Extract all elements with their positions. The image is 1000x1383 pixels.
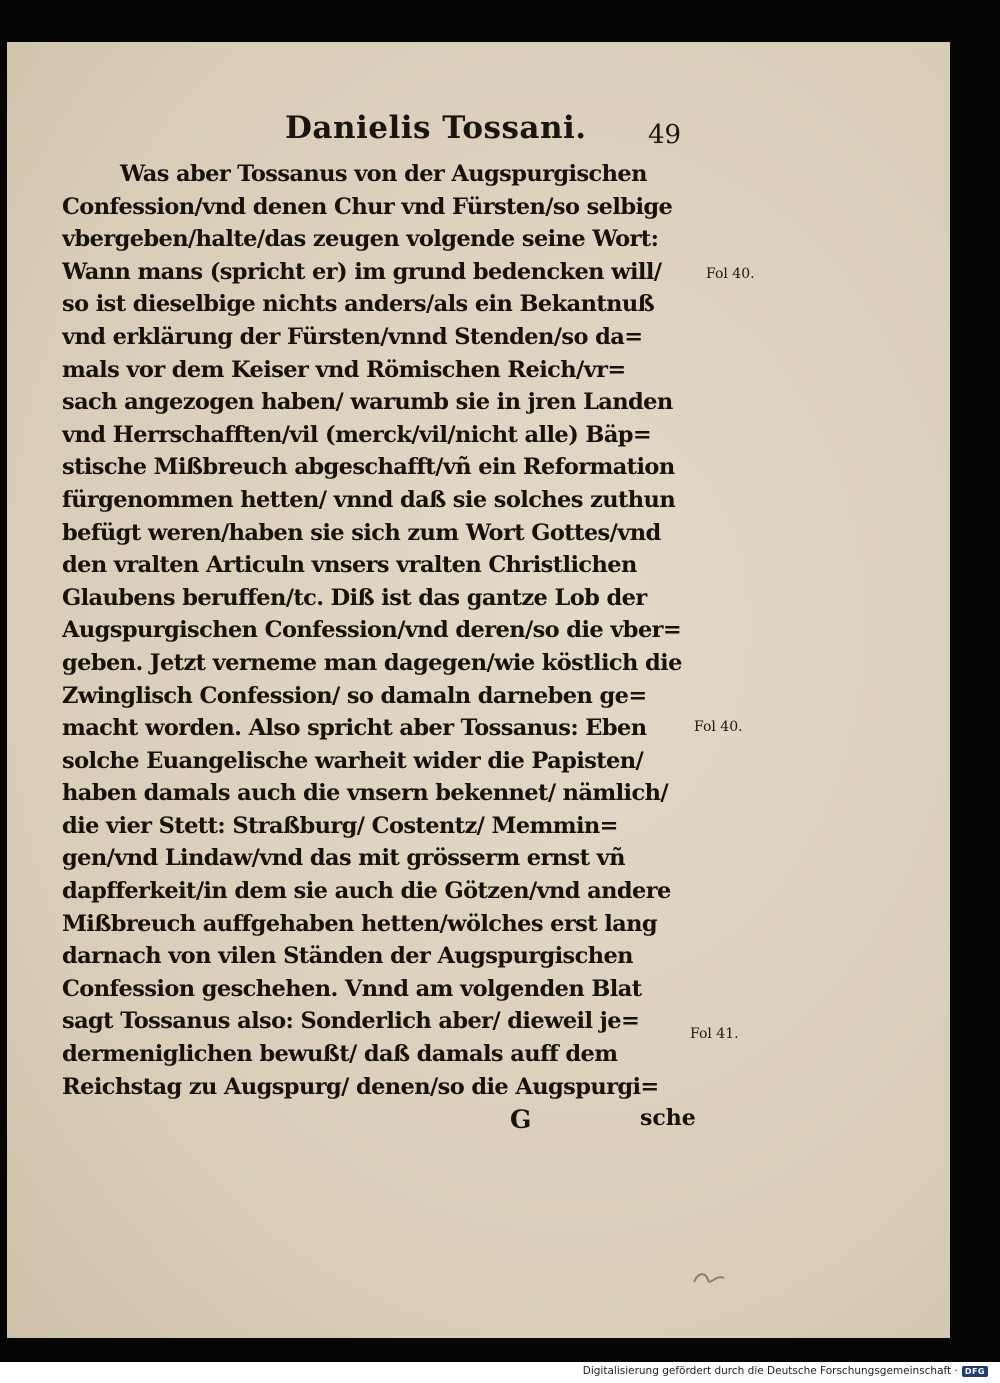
text-line: dermeniglichen bewußt/ daß damals auff dem [62,1041,618,1068]
text-line: fürgenommen hetten/ vnnd daß sie solches zuthun [62,486,676,513]
text-line: Mißbreuch auffgehaben hetten/wölches erst lang [62,910,658,937]
text-line: macht worden. Also spricht aber Tossanus: Eben [62,715,647,742]
text-line: befügt weren/haben sie sich zum Wort Gottes/vnd [62,519,661,546]
text-line: die vier Stett: Straßburg/ Costentz/ Memmin= [62,812,618,839]
text-line: Reichstag zu Augspurg/ denen/so die Augspurgi= [62,1073,659,1100]
margin-note: Fol 41. [690,1026,739,1042]
text-line: Wann mans (spricht er) im grund bedencken will/ [62,258,662,285]
text-line: vnd erklärung der Fürsten/vnnd Stenden/so da= [62,323,643,350]
margin-note: Fol 40. [694,719,743,735]
text-line: sach angezogen haben/ warumb sie in jren Landen [62,389,673,416]
footer-text: Digitalisierung gefördert durch die Deutsche Forschungsgemeinschaft · [582,1365,958,1377]
ink-stain-mark [690,1268,730,1290]
text-line: haben damals auch die vnsern bekennet/ nämlich/ [62,780,668,807]
text-line: stische Mißbreuch abgeschafft/vñ ein Reformation [62,454,675,481]
text-line: so ist dieselbige nichts anders/als ein Bekantnuß [62,291,655,318]
text-line: Zwinglisch Confession/ so damaln darneben ge= [62,682,647,709]
text-line: gen/vnd Lindaw/vnd das mit grösserm ernst vñ [62,845,625,872]
text-line: Augspurgischen Confession/vnd deren/so die vber= [62,617,682,644]
text-line: Confession/vnd denen Chur vnd Fürsten/so selbige [62,193,673,220]
margin-note: Fol 40. [706,266,755,282]
running-head: Danielis Tossani. [285,110,587,146]
text-line: Glaubens beruffen/tc. Diß ist das gantze Lob der [62,584,647,611]
footer-credit [583,1365,988,1377]
signature-mark: G [510,1105,532,1134]
catchword: sche [640,1105,696,1131]
text-line: den vralten Articuln vnsers vralten Christlichen [62,552,637,579]
text-line: dapfferkeit/in dem sie auch die Götzen/vnd andere [62,878,671,905]
text-line: geben. Jetzt verneme man dagegen/wie köstlich die [62,649,682,676]
text-line: solche Euangelische warheit wider die Papisten/ [62,747,644,774]
text-line: darnach von vilen Ständen der Augspurgischen [62,943,633,970]
page-number: 49 [648,120,682,150]
text-line: vbergeben/halte/das zeugen volgende seine Wort: [62,226,659,253]
text-line: mals vor dem Keiser vnd Römischen Reich/vr= [62,356,626,383]
text-line: Confession geschehen. Vnnd am volgenden Blat [62,975,642,1002]
text-line: vnd Herrschafften/vil (merck/vil/nicht alle) Bäp= [62,421,652,448]
text-line: sagt Tossanus also: Sonderlich aber/ dieweil je= [62,1008,640,1035]
dfg-logo: DFG [962,1366,988,1377]
text-line: Was aber Tossanus von der Augspurgischen [120,161,647,187]
body-text [62,158,722,1103]
